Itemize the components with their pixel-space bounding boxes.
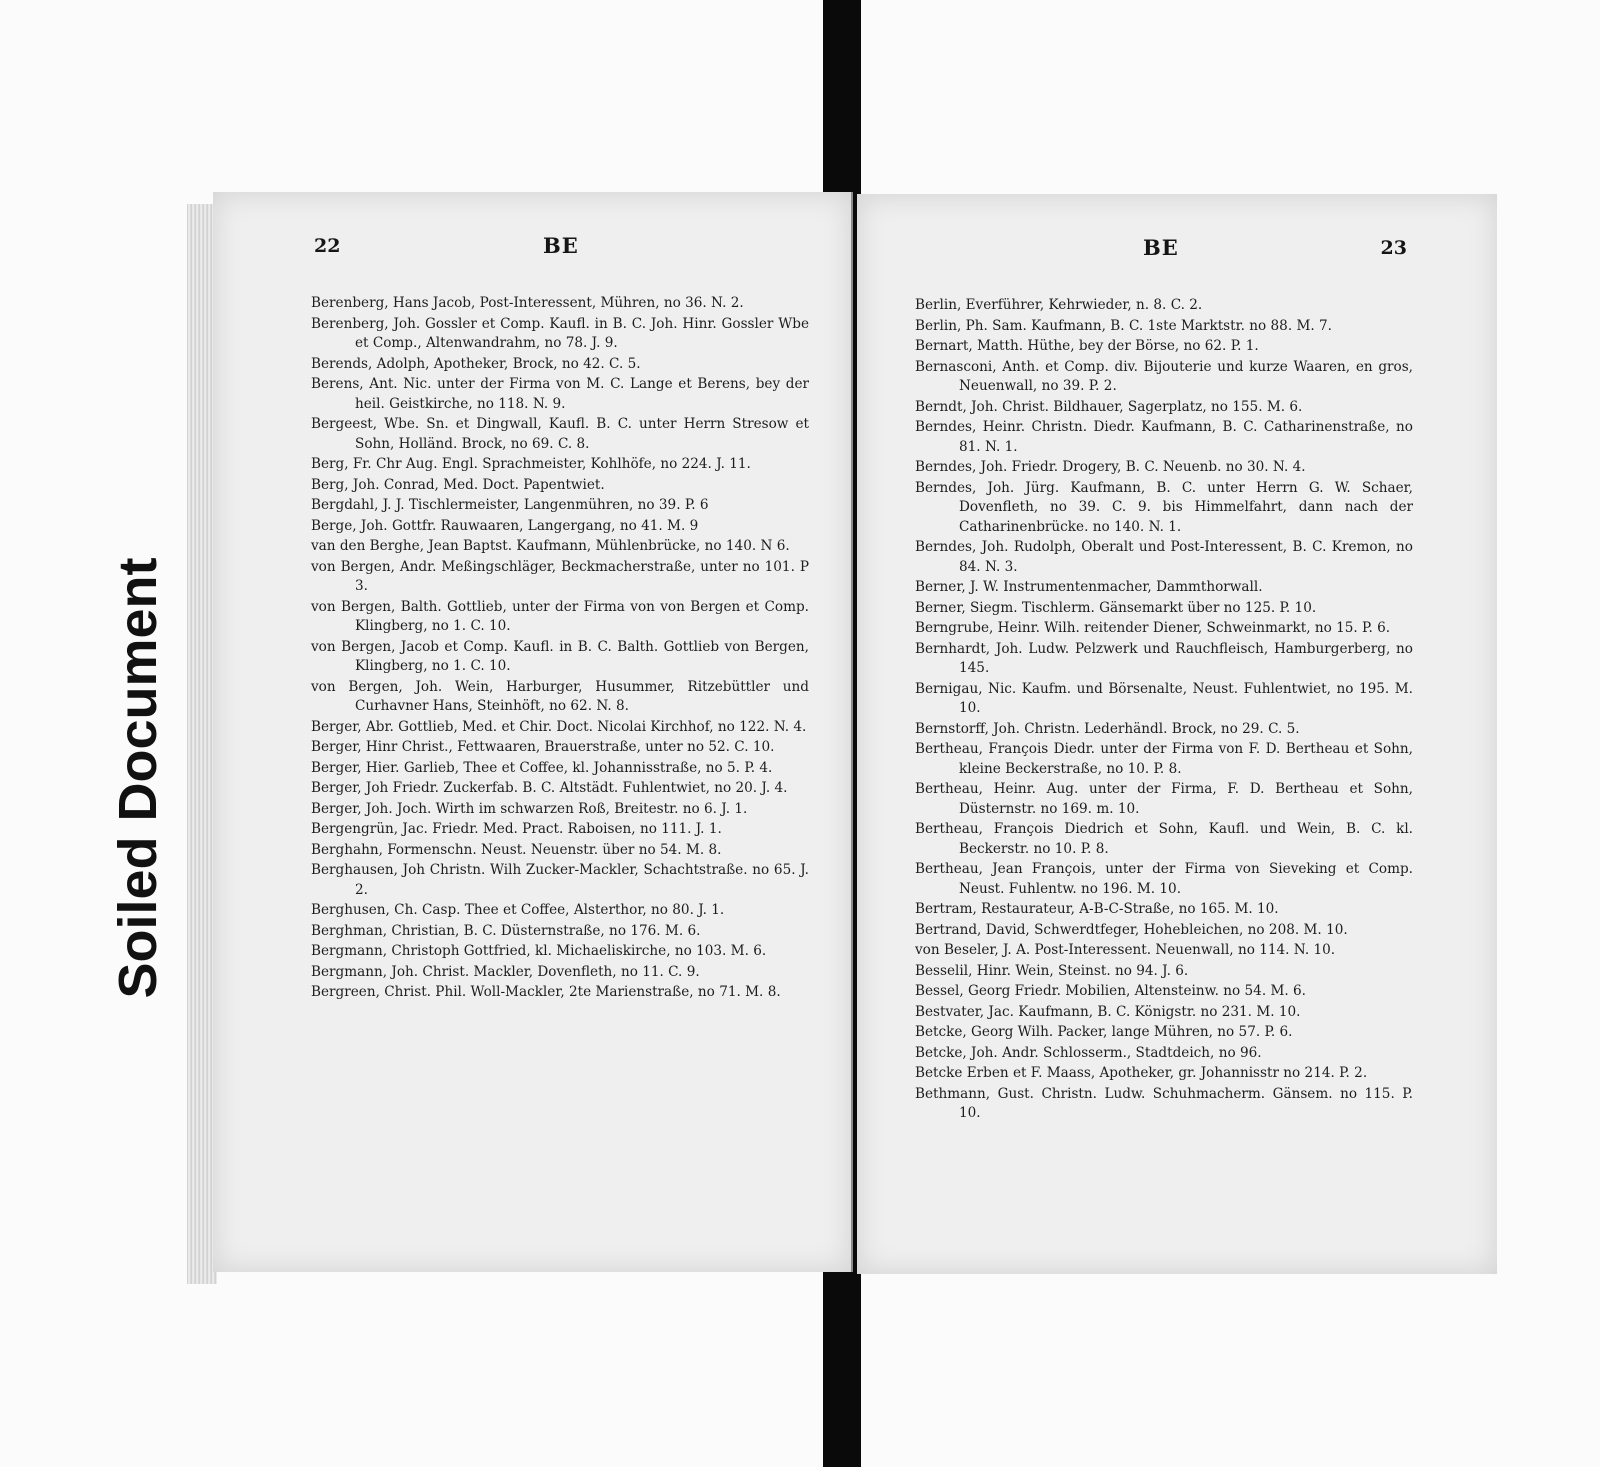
directory-entry: Bertrand, David, Schwerdtfeger, Hohebleichen, no 208. M. 10. — [915, 921, 1348, 938]
directory-entry: Berghusen, Ch. Casp. Thee et Coffee, Alsterthor, no 80. J. 1. — [311, 902, 725, 918]
directory-entry: Berghausen, Joh Christn. Wilh Zucker-Mackler, Schachtstraße. no 65. J. 2. — [311, 862, 809, 898]
directory-entry: von Bergen, Andr. Meßingschläger, Beckmacherstraße, unter no 101. P 3. — [311, 558, 809, 594]
directory-entry: van den Berghe, Jean Baptst. Kaufmann, Mühlenbrücke, no 140. N 6. — [311, 538, 790, 554]
directory-entry: Berlin, Ph. Sam. Kaufmann, B. C. 1ste Marktstr. no 88. M. 7. — [915, 317, 1332, 334]
directory-entry: Berenberg, Joh. Gossler et Comp. Kaufl. in B. C. Joh. Hinr. Gossler Wbe et Comp., Altenwandrahm, no 78. J. 9. — [311, 315, 809, 351]
directory-entry: Bernasconi, Anth. et Comp. div. Bijouterie und kurze Waaren, en gros, Neuenwall, no 39. P. 2. — [915, 358, 1413, 394]
directory-entry: Bessel, Georg Friedr. Mobilien, Altensteinw. no 54. M. 6. — [915, 983, 1306, 999]
directory-entry: Berner, Siegm. Tischlerm. Gänsemarkt über no 125. P. 10. — [915, 599, 1317, 616]
entry-list — [311, 294, 809, 1004]
directory-entry: Betcke Erben et F. Maass, Apotheker, gr. Johannisstr no 214. P. 2. — [915, 1065, 1368, 1081]
right-page — [857, 194, 1497, 1274]
directory-entry: Betcke, Joh. Andr. Schlosserm., Stadtdeich, no 96. — [915, 1044, 1262, 1061]
directory-entry: Berlin, Everführer, Kehrwieder, n. 8. C. 2. — [915, 297, 1203, 313]
directory-entry: Berndes, Joh. Rudolph, Oberalt und Post-Interessent, B. C. Kremon, no 84. N. 3. — [915, 539, 1413, 575]
entry-list — [915, 296, 1413, 1125]
directory-entry: Bestvater, Jac. Kaufmann, B. C. Königstr. no 231. M. 10. — [915, 1003, 1301, 1020]
directory-entry: Berg, Fr. Chr Aug. Engl. Sprachmeister, Kohlhöfe, no 224. J. 11. — [311, 456, 751, 472]
directory-entry: Bertheau, François Diedrich et Sohn, Kaufl. und Wein, B. C. kl. Beckerstr. no 10. P. 8. — [915, 821, 1413, 857]
directory-entry: Berge, Joh. Gottfr. Rauwaaren, Langergang, no 41. M. 9 — [311, 517, 699, 534]
directory-entry: Berens, Ant. Nic. unter der Firma von M. C. Lange et Berens, bey der heil. Geistkirche, no 118. N. 9. — [311, 376, 809, 412]
page-number: 22 — [314, 235, 341, 257]
directory-entry: Betcke, Georg Wilh. Packer, lange Mühren, no 57. P. 6. — [915, 1024, 1293, 1040]
directory-entry: Besselil, Hinr. Wein, Steinst. no 94. J. 6. — [915, 962, 1189, 979]
directory-entry: Bertram, Restaurateur, A-B-C-Straße, no 165. M. 10. — [915, 901, 1279, 917]
directory-entry: Berger, Joh Friedr. Zuckerfab. B. C. Altstädt. Fuhlentwiet, no 20. J. 4. — [311, 780, 788, 796]
page-number: 23 — [1380, 237, 1407, 259]
directory-entry: Berghman, Christian, B. C. Düsternstraße, no 176. M. 6. — [311, 922, 701, 939]
left-page — [213, 192, 853, 1272]
directory-entry: Berghahn, Formenschn. Neust. Neuenstr. über no 54. M. 8. — [311, 841, 722, 858]
directory-entry: Berngrube, Heinr. Wilh. reitender Diener, Schweinmarkt, no 15. P. 6. — [915, 620, 1391, 636]
directory-entry: Berenberg, Hans Jacob, Post-Interessent, Mühren, no 36. N. 2. — [311, 295, 744, 311]
directory-entry: Berner, J. W. Instrumentenmacher, Dammthorwall. — [915, 579, 1263, 595]
directory-entry: Bertheau, Heinr. Aug. unter der Firma, F. D. Bertheau et Sohn, Düsternstr. no 169. m. 10. — [915, 781, 1413, 817]
directory-entry: Bertheau, François Diedr. unter der Firma von F. D. Bertheau et Sohn, kleine Beckerstraße, no 10. P. 8. — [915, 741, 1413, 777]
directory-entry: Bethmann, Gust. Christn. Ludw. Schuhmacherm. Gänsem. no 115. P. 10. — [915, 1085, 1413, 1121]
directory-entry: Berger, Abr. Gottlieb, Med. et Chir. Doct. Nicolai Kirchhof, no 122. N. 4. — [311, 718, 807, 735]
directory-entry: Bergmann, Christoph Gottfried, kl. Michaeliskirche, no 103. M. 6. — [311, 943, 767, 959]
running-head: BE — [1143, 235, 1179, 260]
condition-label — [108, 528, 168, 1028]
directory-entry: Bernigau, Nic. Kaufm. und Börsenalte, Neust. Fuhlentwiet, no 195. M. 10. — [915, 680, 1413, 716]
running-head: BE — [543, 233, 579, 258]
directory-entry: Berndes, Joh. Jürg. Kaufmann, B. C. unter Herrn G. W. Schaer, Dovenfleth, no 39. C. 9. bis Himmelfahrt, dann nach der Catharinenbrücke. no 140. N. 1. — [915, 479, 1413, 535]
directory-entry: Berndes, Heinr. Christn. Diedr. Kaufmann, B. C. Catharinenstraße, no 81. N. 1. — [915, 419, 1413, 455]
directory-entry: Bergmann, Joh. Christ. Mackler, Dovenfleth, no 11. C. 9. — [311, 963, 700, 980]
directory-entry: Bertheau, Jean François, unter der Firma von Sieveking et Comp. Neust. Fuhlentw. no 196. M. 10. — [915, 861, 1413, 897]
directory-entry: von Bergen, Jacob et Comp. Kaufl. in B. C. Balth. Gottlieb von Bergen, Klingberg, no 1. C. 10. — [311, 638, 809, 674]
directory-entry: von Bergen, Balth. Gottlieb, unter der Firma von von Bergen et Comp. Klingberg, no 1. C. 10. — [311, 598, 809, 634]
directory-entry: Berger, Joh. Joch. Wirth im schwarzen Roß, Breitestr. no 6. J. 1. — [311, 800, 748, 817]
directory-entry: von Beseler, J. A. Post-Interessent. Neuenwall, no 114. N. 10. — [915, 942, 1336, 958]
directory-entry: Bergeest, Wbe. Sn. et Dingwall, Kaufl. B. C. unter Herrn Stresow et Sohn, Holländ. Brock, no 69. C. 8. — [311, 416, 809, 452]
directory-entry: Berndes, Joh. Friedr. Drogery, B. C. Neuenb. no 30. N. 4. — [915, 459, 1306, 475]
directory-entry: Bernhardt, Joh. Ludw. Pelzwerk und Rauchfleisch, Hamburgerberg, no 145. — [915, 640, 1413, 676]
directory-entry: Bergreen, Christ. Phil. Woll-Mackler, 2te Marienstraße, no 71. M. 8. — [311, 984, 781, 1000]
directory-entry: Bernstorff, Joh. Christn. Lederhändl. Brock, no 29. C. 5. — [915, 720, 1300, 737]
directory-entry: Berger, Hinr Christ., Fettwaaren, Brauerstraße, unter no 52. C. 10. — [311, 739, 775, 755]
directory-entry: Berg, Joh. Conrad, Med. Doct. Papentwiet. — [311, 476, 605, 493]
directory-entry: Berends, Adolph, Apotheker, Brock, no 42. C. 5. — [311, 355, 641, 372]
directory-entry: Berndt, Joh. Christ. Bildhauer, Sagerplatz, no 155. M. 6. — [915, 398, 1303, 415]
directory-entry: von Bergen, Joh. Wein, Harburger, Husummer, Ritzebüttler und Curhavner Hans, Steinhöft, no 62. N. 8. — [311, 678, 809, 714]
directory-entry: Bernart, Matth. Hüthe, bey der Börse, no 62. P. 1. — [915, 338, 1259, 354]
directory-entry: Berger, Hier. Garlieb, Thee et Coffee, kl. Johannisstraße, no 5. P. 4. — [311, 759, 773, 776]
directory-entry: Bergengrün, Jac. Friedr. Med. Pract. Raboisen, no 111. J. 1. — [311, 821, 722, 837]
directory-entry: Bergdahl, J. J. Tischlermeister, Langenmühren, no 39. P. 6 — [311, 497, 709, 513]
condition-label-text: Soiled Document — [108, 557, 168, 999]
